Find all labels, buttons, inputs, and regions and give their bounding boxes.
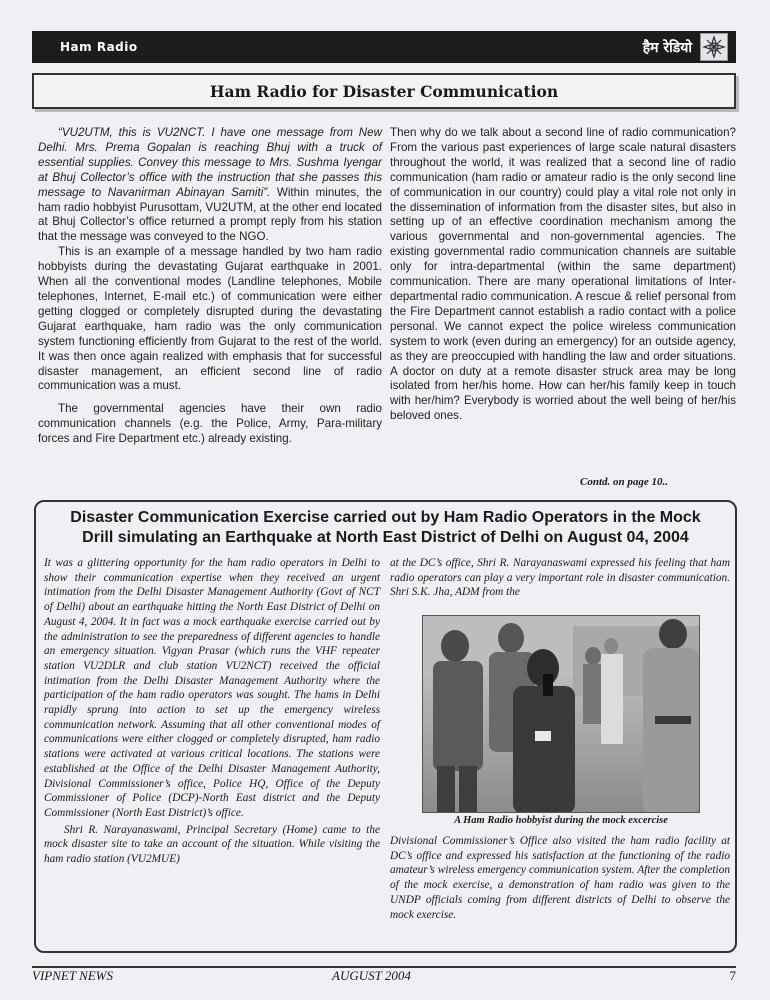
ornament-icon xyxy=(700,33,728,61)
page-footer xyxy=(32,968,736,986)
article-left-column xyxy=(38,126,382,447)
section-label: Ham Radio xyxy=(60,40,138,54)
issue-date: AUGUST 2004 xyxy=(332,968,411,983)
article-paragraph xyxy=(38,245,382,394)
paragraph-text: Within minutes, the ham radio hobbyist Purusottam, VU2UTM, at the other end located at Bhuj Collector’s office returned a prompt reply from his station that the message was conveyed to the NGO. xyxy=(38,185,383,244)
continued-note: Contd. on page 10.. xyxy=(580,476,669,488)
ham-radio-photo xyxy=(422,615,700,813)
boxed-paragraph: Shri R. Narayanaswami, Principal Secretary (Home) came to the mock disaster site to take an account of the situation. While visiting the ham radio station (VU2MUE) xyxy=(44,823,380,866)
boxed-article-title xyxy=(34,508,737,548)
article-right-column xyxy=(390,126,736,424)
radio-message-quote: “VU2UTM, this is VU2NCT. I have one message from New Delhi. Mrs. Prema Gopalan is reaching Bhuj with a truck of essential supplies. Convey this message to Mrs. Sushma Iyengar at Bhuj Collector’s office with the instruction that she passes this message to Navanirman Abinayan Samiti”. xyxy=(38,126,382,199)
section-header-right xyxy=(643,33,728,61)
section-label-hindi: हैम रेडियो xyxy=(642,39,692,56)
article-paragraph: Then why do we talk about a second line of radio communication? From the various past experiences of large scale natural disasters throughout the world, it was realized that a second line of radio communication (ham radio or amateur radio is the only second line of communication in our country) could play a vital role not only in the dissemination of information from the disaster sites, but also in setting up of an effective coordination mechanism among the various governmental and non-governmental agencies. The existing governmental radio communication channels are suitable only for intra-departmental (within the same department) communication. There are many operational limitations of Inter-departmental radio communication. A rescue & relief personal from the Fire Department cannot establish a radio contact with a police personal. We cannot expect the police wireless communication system to work (even during an emergency) for an outside agency, as they are preoccupied with handling the law and order situations. A doctor on duty at a remote disaster struck area may be long isolated from her/his home. How can her/his family keep in touch with her/him? Everybody is worried about the well being of her/his beloved ones. xyxy=(390,126,736,423)
article-title: Ham Radio for Disaster Communication xyxy=(209,81,559,101)
boxed-title-line: Disaster Communication Exercise carried out by Ham Radio Operators in the Mock xyxy=(70,509,701,526)
boxed-title-line: Drill simulating an Earthquake at North East District of Delhi on August 04, 2004 xyxy=(82,529,689,546)
article-paragraph xyxy=(38,126,382,245)
boxed-left-column xyxy=(44,556,380,867)
section-header xyxy=(32,31,736,63)
paragraph-text: This is an example of a message handled by two ham radio hobbyists during the devastating Gujarat earthquake in 2001. When all the conventional modes (Landline telephones, Mobile telephones, Internet, E-mail etc.) of communication were either getting clogged or completely disrupted during the devastating Gujarat earthquake, ham radio was the only communication system functioning efficiently from Gujarat to the rest of the world. It was then once again realized with emphasis that for successful disaster management, an efficient second line of radio communication was a must. xyxy=(38,245,382,393)
publication-name: VIPNET NEWS xyxy=(32,968,114,983)
article-paragraph xyxy=(38,402,382,447)
article-title-box xyxy=(32,73,736,109)
page-number: 7 xyxy=(729,968,736,983)
boxed-right-top-text: at the DC’s office, Shri R. Narayanaswami expressed his feeling that ham radio operators can play a very important role in disaster communication. Shri S.K. Jha, ADM from the xyxy=(390,557,730,599)
paragraph-text: The governmental agencies have their own radio communication channels (e.g. the Police, Army, Para-military forces and Fire Department etc.) already existing. xyxy=(38,402,382,446)
photo-caption: A Ham Radio hobbyist during the mock excercise xyxy=(454,815,668,826)
boxed-right-bottom-text: Divisional Commissioner’s Office also visited the ham radio facility at DC’s office and expressed his satisfaction at the functioning of the radio amateur’s wireless emergency communication system. After the completion of the mock exercise, a demonstration of ham radio was given to the UNDP officials coming from different districts of Delhi to observe the mock exercise. xyxy=(390,835,730,921)
boxed-paragraph: It was a glittering opportunity for the ham radio operators in Delhi to show their communication expertise when they received an urgent intimation from the Delhi Disaster Management Authority (Govt of NCT of Delhi) about an earthquake hitting the North East District of Delhi on August 4, 2004. It in fact was a mock earthquake exercise carried out by the administration to see the preparedness of different agencies to handle an emergency situation. Vigyan Prasar (which runs the VHF repeater station VU2DLR and club station VU2NCT) received the official intimation from the Delhi Disaster Management Authority where the participation of the ham radio operators was sought. The hams in Delhi rapidly sprung into action to set up the emergency wireless communication network. Assuming that all other conventional modes of communications were either clogged or completely disrupted, ham radio stations were activated at various critical locations. The stations were established at the Office of the Delhi Disaster Management Authority, Divisional Commissioner’s office, Police HQ, Office of the Deputy Commissioner of Police (DCP)-North East district and the Deputy Commissioner (North East District)’s office. xyxy=(44,557,380,819)
